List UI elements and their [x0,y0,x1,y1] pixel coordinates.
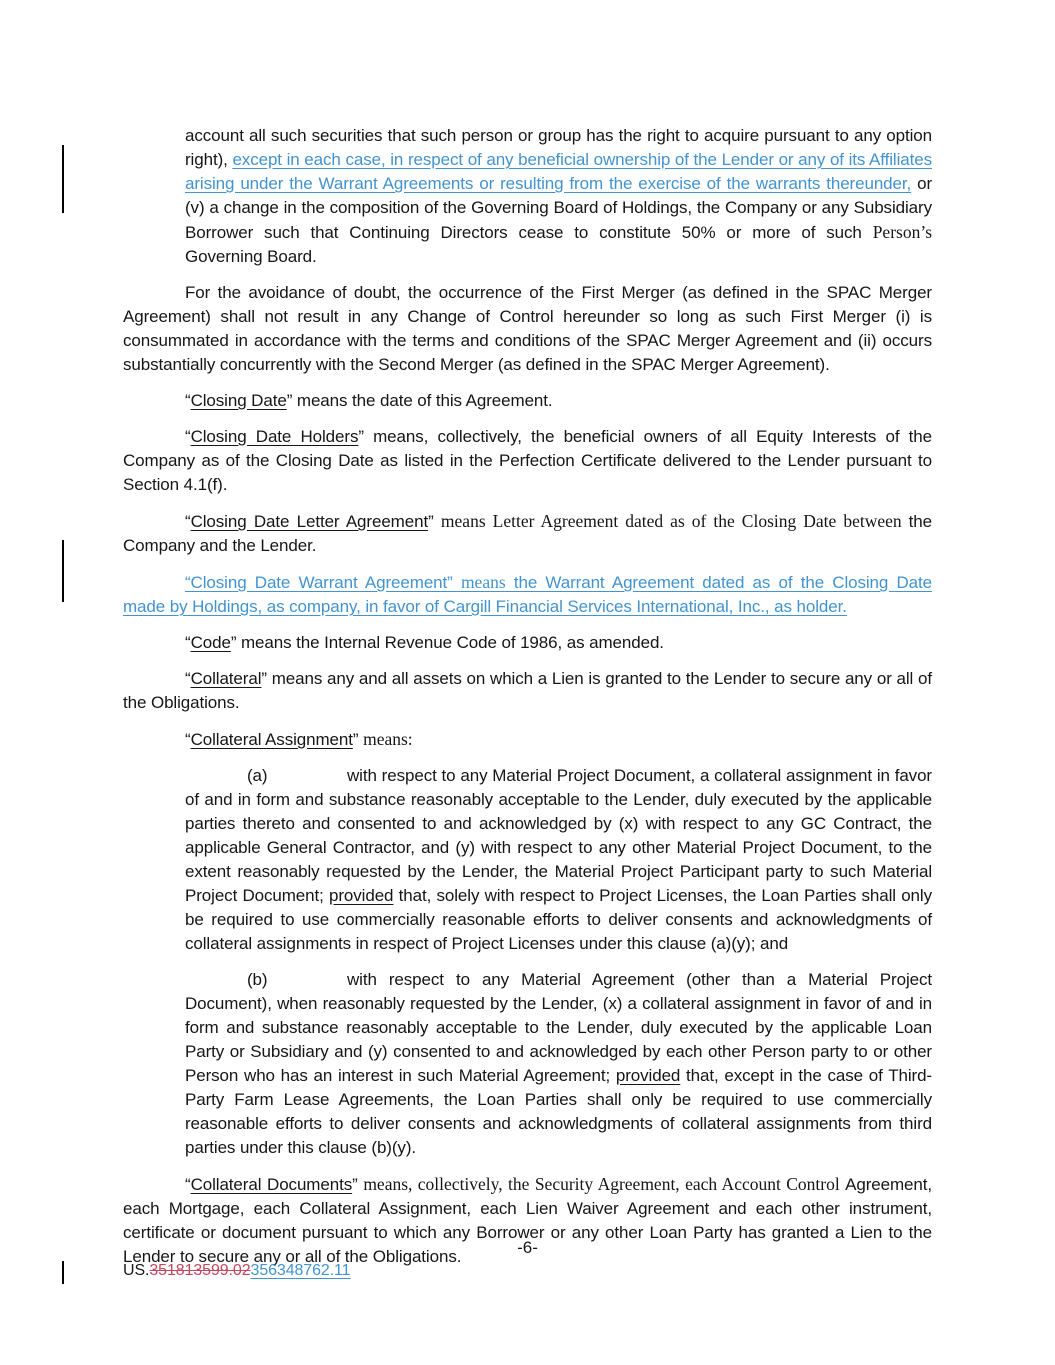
paragraph-definition-closing-date-warrant-agreement [123,570,932,619]
document-id-footer [123,1259,350,1283]
text-run: with respect to any Material Agreement (other than a Material Project Document), when reasonably requested by the Lender, (x) a collateral assignment in favor of and in form and substance reasonably acceptable to the Lender, duly executed by the applicable Loan Party or Subsidiary and (y) consented to and acknowledged by each other Person party to or other Person who has an interest in such Material Agreement; [185,970,932,1085]
text-run: “ [185,427,191,446]
text-run: ” means, collectively, the beneficial owners of all Equity Interests of the Company as of the Closing Date as listed in the Perfection Certificate delivered to the Lender pursuant to Section 4.1(f). [123,427,932,494]
page-number: -6- [517,1238,538,1257]
text-run: means Letter Agreement dated as of the Closing Date between [440,511,909,531]
paragraph-definition-code [123,631,932,655]
text-run: Code [190,633,231,652]
text-run: that, solely with respect to Project Licenses, the Loan Parties shall only be required to use commercially reasonable efforts to deliver consents and acknowledgments of collateral assignments in respect of Project Licenses under this clause (a)(y); and [185,886,932,953]
text-run: “Closing Date Warrant Agreement” [185,573,461,592]
text-run: 356348762.11 [250,1262,351,1279]
text-run: For the avoidance of doubt, the occurrence of the First Merger (as defined in the SPAC Merger Agreement) shall not result in any Change of Control hereunder so long as such First Merger (i) is consummated in accordance with the terms and conditions of the SPAC Merger Agreement and (ii) occurs substantially concurrently with the Second Merger (as defined in the SPAC Merger Agreement). [123,283,932,374]
text-run: “ [185,633,191,652]
text-run: Collateral Assignment [190,730,353,749]
text-run: except in each case, in respect of any beneficial ownership of the Lender or any of its Affiliates arising under the Warrant Agreements or resulting from the exercise of the warrants thereunder, [185,150,932,193]
text-run: Agreement, each Mortgage, each Collateral Assignment, each Lien Waiver Agreement and each other instrument, certificate or document pursuant to which any Borrower or any other Loan Party has granted a Lien to the Lender to secure any or all of the Obligations. [123,1175,932,1266]
text-run: ” means the date of this Agreement. [286,391,553,410]
revision-change-bar [62,145,64,213]
text-run: “ [185,730,191,749]
text-run: “ [185,669,191,688]
text-run: ” [352,1175,364,1194]
text-run: ” means any and all assets on which a Lien is granted to the Lender to secure any or all of the Obligations. [123,669,932,712]
paragraph-definition-closing-date-letter-agreement [123,509,932,558]
text-run: Person’s [872,222,932,242]
page-body-text [123,124,932,1281]
paragraph-avoidance-of-doubt [123,281,932,377]
text-run: with respect to any Material Project Document, a collateral assignment in favor of and in form and substance reasonably acceptable to the Lender, duly executed by the applicable parties thereto and consented to and acknowledged by (x) with respect to any GC Contract, the applicable General Contractor, and (y) with respect to any other Material Project Document, to the extent reasonably requested by the Lender, the Material Project Participant party to such Material Project Document; [185,766,932,905]
text-run: “ [185,512,191,531]
text-run: 351813599.02 [149,1262,251,1279]
paragraph-change-of-control-continuation [185,124,932,269]
text-run: ” [428,512,441,531]
paragraph-definition-collateral [123,667,932,715]
text-run: account all such securities that such person or group has the right to acquire pursuant to any option right), [185,126,932,169]
text-run: ” means the Internal Revenue Code of 1986, as amended. [230,633,664,652]
text-run: “ [185,391,191,410]
text-run: Collateral Documents [190,1175,353,1194]
revision-change-bar [62,1261,64,1284]
text-run: ” [352,730,364,749]
text-run: Closing Date Letter Agreement [190,512,429,531]
text-run: or (v) a change in the composition of the Governing Board of Holdings, the Company or any Subsidiary Borrower such that Continuing Directors cease to constitute 50% or more of such [185,174,933,242]
paragraph-collateral-assignment-clause-b [185,968,932,1160]
text-run: Closing Date Holders [190,427,359,446]
text-run: provided [329,886,394,905]
revision-change-bar [62,540,64,602]
paragraph-definition-closing-date-holders [123,425,932,497]
text-run: the Warrant Agreement dated as of the Closing Date made by Holdings, as company, in favor of Cargill Financial Services International, Inc., as holder. [123,573,932,616]
text-run: means, collectively, the Security Agreement, each Account Control [363,1174,846,1194]
text-run: US. [123,1262,150,1279]
text-run: that, except in the case of Third-Party Farm Lease Agreements, the Loan Parties shall only be required to use commercially reasonable efforts to deliver consents and acknowledgments of collateral assignments from third parties under this clause (b)(y). [185,1066,932,1157]
text-run: Closing Date [190,391,287,410]
paragraph-collateral-assignment-clause-a [185,764,932,956]
text-run: (a) [247,766,268,785]
paragraph-definition-closing-date [123,389,932,413]
text-run: Collateral [190,669,262,688]
paragraph-definition-collateral-assignment [123,727,932,752]
text-run: (b) [247,970,268,989]
text-run: means [460,572,506,592]
text-run: Governing Board. [185,247,317,266]
text-run: the Company and the Lender. [123,512,932,555]
text-run: means: [363,729,413,749]
text-run: “ [185,1175,191,1194]
text-run: provided [615,1066,681,1085]
